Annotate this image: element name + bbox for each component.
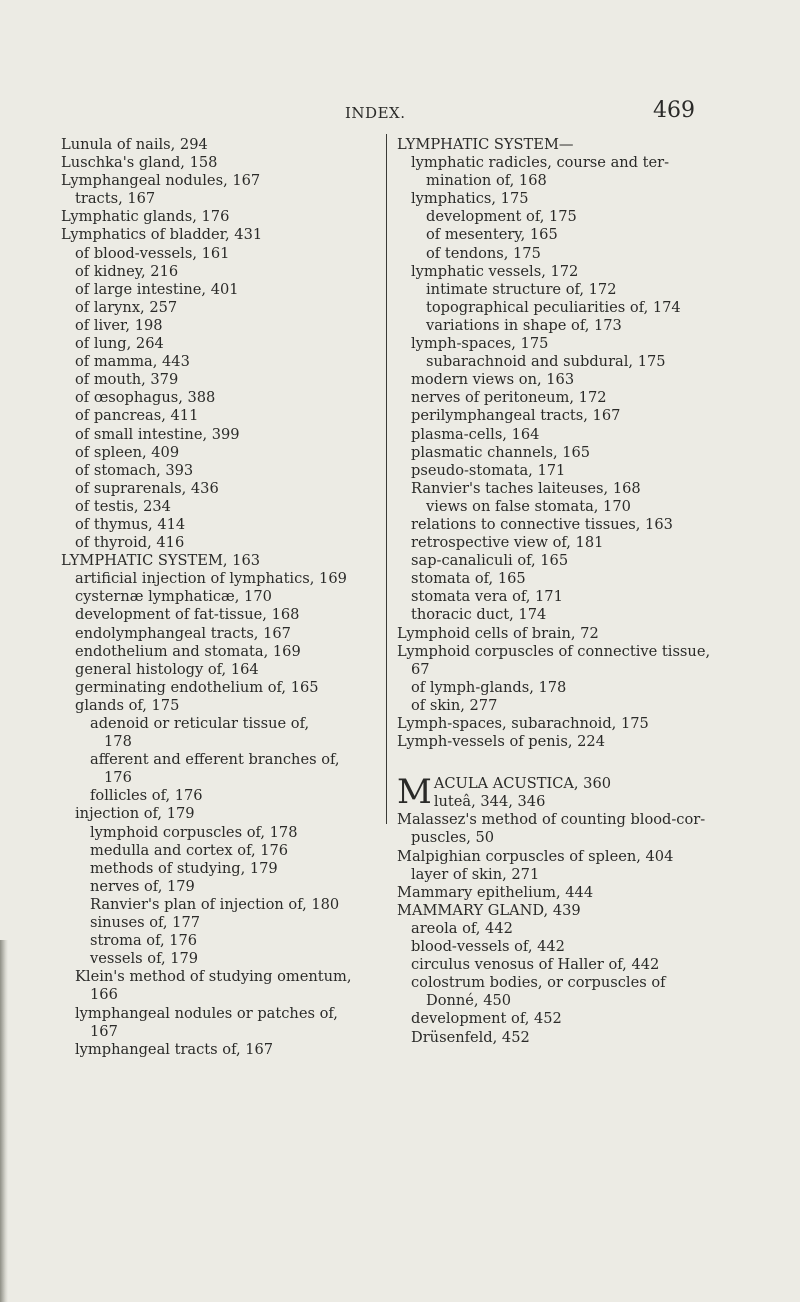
index-entry: of œsophagus, 388 <box>75 389 216 407</box>
index-entry: Lymphoid cells of brain, 72 <box>397 624 599 642</box>
index-entry: modern views on, 163 <box>411 371 575 389</box>
index-entry: nerves of peritoneum, 172 <box>411 389 607 407</box>
index-entry: injection of, 179 <box>75 805 195 823</box>
index-column-left <box>61 136 375 1059</box>
index-entry: follicles of, 176 <box>90 787 203 805</box>
index-entry: of spleen, 409 <box>75 443 180 461</box>
index-entry: subarachnoid and subdural, 175 <box>426 353 666 371</box>
section-m-heading <box>397 772 725 813</box>
index-entry: of mouth, 379 <box>75 371 179 389</box>
index-entry: variations in shape of, 173 <box>426 316 622 334</box>
index-entry: LYMPHATIC SYSTEM, 163 <box>61 552 261 570</box>
index-entry: development of fat-tissue, 168 <box>75 606 300 624</box>
index-entry: nerves of, 179 <box>90 877 195 895</box>
index-entry: puscles, 50 <box>411 829 495 847</box>
page-number: 469 <box>653 98 695 123</box>
index-entry: Luschka's gland, 158 <box>61 154 218 172</box>
index-entry: Ranvier's plan of injection of, 180 <box>90 895 340 913</box>
index-entry: Malassez's method of counting blood-cor- <box>397 811 706 829</box>
index-entry: colostrum bodies, or corpuscles of <box>411 974 666 992</box>
index-entry: artificial injection of lymphatics, 169 <box>75 570 347 588</box>
index-entry: retrospective view of, 181 <box>411 534 604 552</box>
index-entry: stroma of, 176 <box>90 932 198 950</box>
index-entry: MAMMARY GLAND, 439 <box>397 901 581 919</box>
index-entry: Lymphangeal nodules, 167 <box>61 172 261 190</box>
index-entry: development of, 175 <box>426 208 577 226</box>
index-entry: vessels of, 179 <box>90 950 199 968</box>
index-entry: Klein's method of studying omentum, <box>75 968 352 986</box>
index-entry: intimate structure of, 172 <box>426 280 617 298</box>
index-entry: endothelium and stomata, 169 <box>75 642 301 660</box>
index-entry: Lymphoid corpuscles of connective tissue, <box>397 642 711 660</box>
index-entry: lymphoid corpuscles of, 178 <box>90 823 298 841</box>
index-entry: glands of, 175 <box>75 696 180 714</box>
index-entry: of stomach, 393 <box>75 461 194 479</box>
index-entry: lymph-spaces, 175 <box>411 335 549 353</box>
index-entry: Malpighian corpuscles of spleen, 404 <box>397 847 674 865</box>
index-entry: 178 <box>104 733 132 751</box>
index-column-right <box>397 136 725 1047</box>
index-entry: 167 <box>90 1022 118 1040</box>
index-entry: of suprarenals, 436 <box>75 479 219 497</box>
index-entry: 176 <box>104 769 132 787</box>
index-entry: Lymph-spaces, subarachnoid, 175 <box>397 715 649 732</box>
index-entry: of liver, 198 <box>75 316 163 334</box>
index-entry: adenoid or reticular tissue of, <box>90 715 310 732</box>
page-title: INDEX. <box>345 104 406 122</box>
index-entry: of mamma, 443 <box>75 353 190 371</box>
index-entry: LYMPHATIC SYSTEM— <box>397 136 574 153</box>
index-entry: layer of skin, 271 <box>411 865 540 883</box>
index-entry: of testis, 234 <box>75 497 171 515</box>
index-entry: of lung, 264 <box>75 335 164 353</box>
index-entry: stomata of, 165 <box>411 570 526 588</box>
index-entry: Ranvier's taches laiteuses, 168 <box>411 479 641 497</box>
index-entry: tracts, 167 <box>75 190 156 208</box>
index-entry: perilymphangeal tracts, 167 <box>411 407 621 425</box>
index-entry: Lymph-vessels of penis, 224 <box>397 733 605 751</box>
index-entry: germinating endothelium of, 165 <box>75 678 319 696</box>
index-entry: mination of, 168 <box>426 172 547 190</box>
index-entry: development of, 452 <box>411 1010 562 1028</box>
index-entry: 166 <box>90 986 118 1004</box>
index-entry: lymphatic vessels, 172 <box>411 262 579 280</box>
section-gap <box>397 751 725 775</box>
index-entry: Lymphatics of bladder, 431 <box>61 226 263 244</box>
index-entry: lymphatic radicles, course and ter- <box>411 154 670 172</box>
index-entry: of tendons, 175 <box>426 244 541 262</box>
index-entry: Donné, 450 <box>426 992 512 1010</box>
index-entry: of small intestine, 399 <box>75 425 240 443</box>
index-entry: of kidney, 216 <box>75 262 179 280</box>
index-entry: areola of, 442 <box>411 919 513 937</box>
index-entry: Drüsenfeld, 452 <box>411 1028 530 1046</box>
index-entry: lymphatics, 175 <box>411 190 529 208</box>
column-divider <box>386 134 387 824</box>
index-entry: relations to connective tissues, 163 <box>411 515 673 533</box>
index-entry: medulla and cortex of, 176 <box>90 841 289 859</box>
index-entry: pseudo-stomata, 171 <box>411 461 566 479</box>
index-entry: sap-canaliculi of, 165 <box>411 552 569 570</box>
index-entry: of pancreas, 411 <box>75 407 199 425</box>
page-edge-shadow <box>0 940 8 1302</box>
index-entry: plasma-cells, 164 <box>411 425 540 443</box>
index-entry: lymphangeal nodules or patches of, <box>75 1004 338 1022</box>
index-entry: lymphangeal tracts of, 167 <box>75 1040 274 1058</box>
index-entry: of thyroid, 416 <box>75 534 185 552</box>
index-entry: stomata vera of, 171 <box>411 588 563 606</box>
index-entry: plasmatic channels, 165 <box>411 443 591 461</box>
index-entry: blood-vessels of, 442 <box>411 938 565 956</box>
index-entry: methods of studying, 179 <box>90 859 278 877</box>
index-entry: of large intestine, 401 <box>75 280 239 298</box>
index-entry: of lymph-glands, 178 <box>411 678 567 696</box>
index-entry: luteâ, 344, 346 <box>433 793 546 811</box>
index-entry: Lunula of nails, 294 <box>61 136 208 153</box>
index-entry: of skin, 277 <box>411 696 498 714</box>
index-entry: of blood-vessels, 161 <box>75 244 230 262</box>
index-entry: cysternæ lymphaticæ, 170 <box>75 588 272 606</box>
index-entry: views on false stomata, 170 <box>426 497 631 515</box>
index-entry: ACULA ACUSTICA, 360 <box>433 775 612 793</box>
index-entry: Mammary epithelium, 444 <box>397 883 594 901</box>
index-entry: afferent and efferent branches of, <box>90 751 340 769</box>
index-entry: topographical peculiarities of, 174 <box>426 298 681 316</box>
index-entry: of larynx, 257 <box>75 298 178 316</box>
index-entries-lymphatic <box>397 136 725 751</box>
index-entry: general histology of, 164 <box>75 660 259 678</box>
index-entry: sinuses of, 177 <box>90 914 201 932</box>
index-entry: 67 <box>411 660 430 678</box>
index-entry: endolymphangeal tracts, 167 <box>75 624 291 642</box>
index-entry: of thymus, 414 <box>75 515 186 533</box>
dropcap-letter: M <box>397 772 432 813</box>
index-entries-m <box>397 811 725 1046</box>
index-entry: circulus venosus of Haller of, 442 <box>411 956 660 974</box>
index-entry: thoracic duct, 174 <box>411 606 547 624</box>
index-entry: Lymphatic glands, 176 <box>61 208 230 226</box>
index-entry: of mesentery, 165 <box>426 226 558 244</box>
